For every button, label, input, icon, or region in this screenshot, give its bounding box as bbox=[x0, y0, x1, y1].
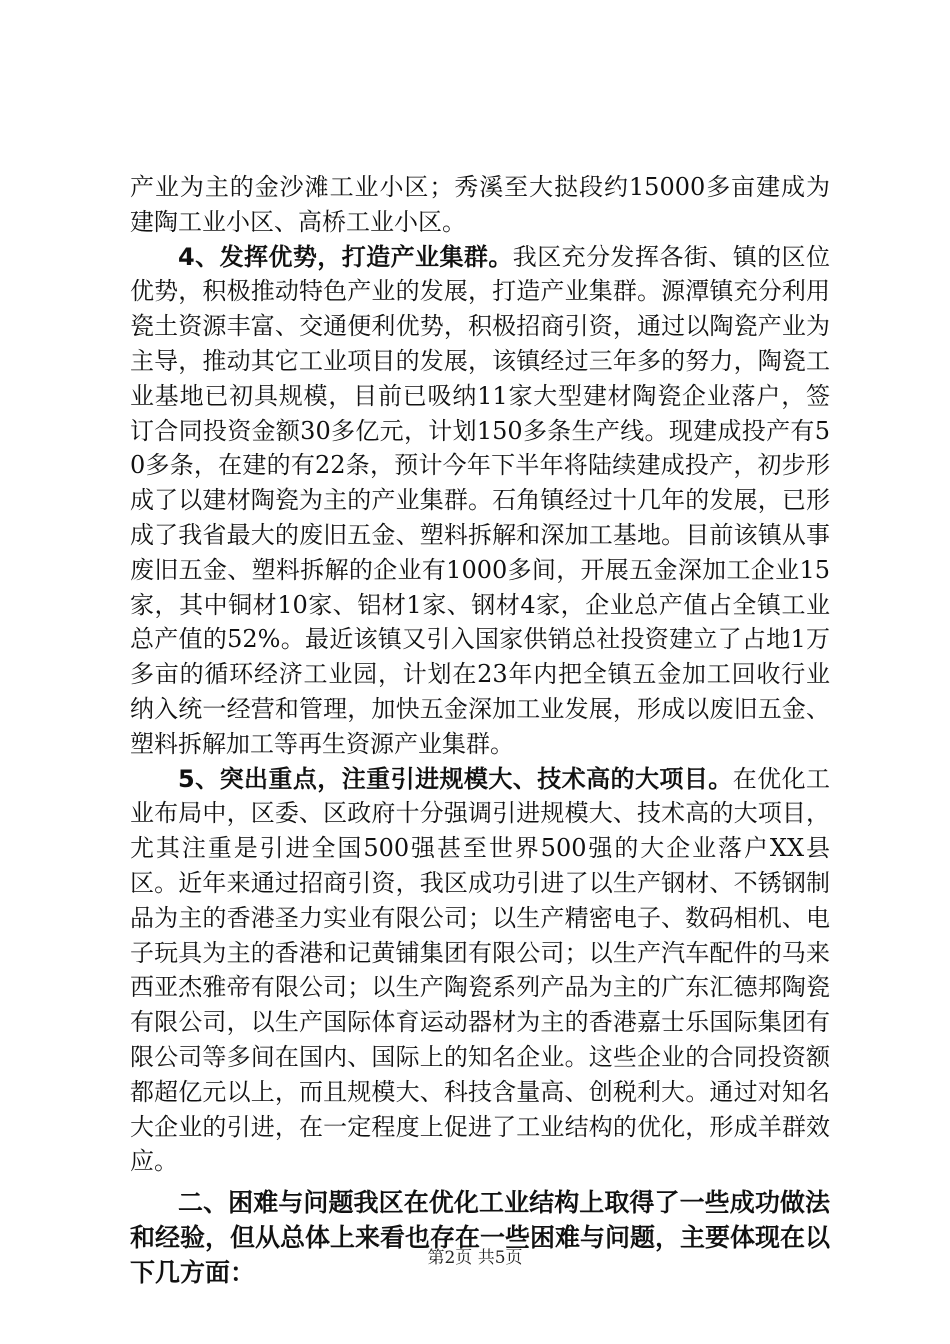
page-footer bbox=[0, 1243, 950, 1268]
document-body bbox=[130, 170, 830, 1290]
paragraph-4-heading: 4、发挥优势，打造产业集群。 bbox=[178, 242, 513, 271]
paragraph-5 bbox=[130, 762, 830, 1180]
paragraph-4 bbox=[130, 240, 830, 762]
paragraph-continuation: 产业为主的金沙滩工业小区；秀溪至大挞段约15000多亩建成为建陶工业小区、高桥工业小区。 bbox=[130, 173, 830, 236]
section-2-heading: 二、困难与问题我区在优化工业结构上取得了一些成功做法和经验，但从总体上来看也存在一些困难与问题，主要体现在以下几方面： bbox=[130, 1188, 831, 1288]
paragraph-5-heading: 5、突出重点，注重引进规模大、技术高的大项目。 bbox=[178, 764, 733, 793]
page-number: 第2页 共5页 bbox=[427, 1248, 523, 1268]
paragraph-4-text: 我区充分发挥各街、镇的区位优势，积极推动特色产业的发展，打造产业集群。源潭镇充分利用瓷土资源丰富、交通便利优势，积极招商引资，通过以陶瓷产业为主导，推动其它工业项目的发展，该镇经过三年多的努力，陶瓷工业基地已初具规模，目前已吸纳11家大型建材陶瓷企业落户，签订合同投资金额30多亿元，计划150多条生产线。现建成投产有50多条，在建的有22条，预计今年下半年将陆续建成投产，初步形成了以建材陶瓷为主的产业集群。石角镇经过十几年的发展，已形成了我省最大的废旧五金、塑料拆解和深加工基地。目前该镇从事废旧五金、塑料拆解的企业有1000多间，开展五金深加工企业15家，其中铜材10家、铝材1家、钢材4家，企业总产值占全镇工业总产值的52%。最近该镇又引入国家供销总社投资建立了占地1万多亩的循环经济工业园，计划在23年内把全镇五金加工回收行业纳入统一经营和管理，加快五金深加工业发展，形成以废旧五金、塑料拆解加工等再生资源产业集群。 bbox=[130, 242, 830, 758]
paragraph-5-text: 在优化工业布局中，区委、区政府十分强调引进规模大、技术高的大项目，尤其注重是引进全国500强甚至世界500强的大企业落户XX县区。近年来通过招商引资，我区成功引进了以生产钢材、不锈钢制品为主的香港圣力实业有限公司；以生产精密电子、数码相机、电子玩具为主的香港和记黄铺集团有限公司；以生产汽车配件的马来西亚杰雅帝有限公司；以生产陶瓷系列产品为主的广东汇德邦陶瓷有限公司，以生产国际体育运动器材为主的香港嘉士乐国际集团有限公司等多间在国内、国际上的知名企业。这些企业的合同投资额都超亿元以上，而且规模大、科技含量高、创税利大。通过对知名大企业的引进，在一定程度上促进了工业结构的优化，形成羊群效应。 bbox=[130, 764, 831, 1176]
